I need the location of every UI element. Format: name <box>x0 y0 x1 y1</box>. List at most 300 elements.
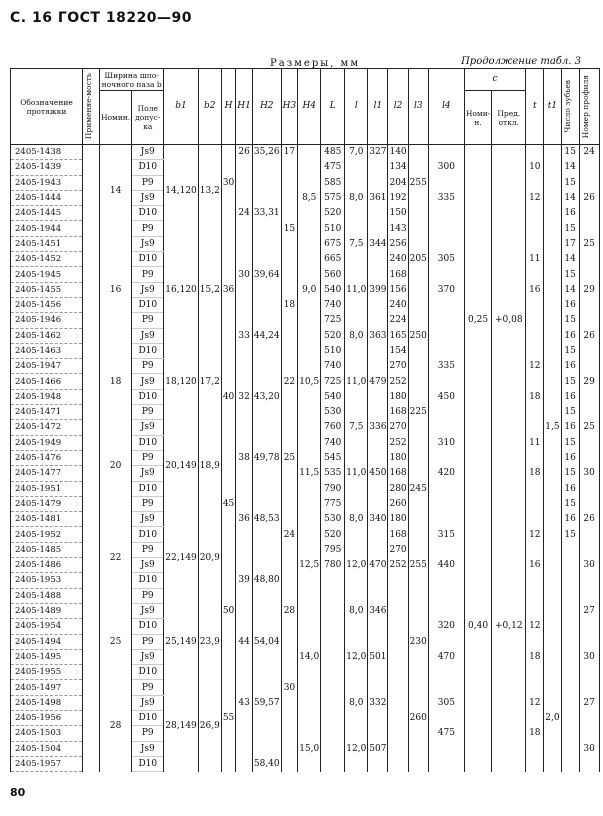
c-nom-cell <box>464 236 491 251</box>
t1-cell <box>544 756 561 771</box>
teeth-cell: 15 <box>561 405 579 420</box>
designation-cell: 2405-1953 <box>11 573 83 588</box>
c-nom-cell: 0,40 <box>464 619 491 634</box>
l4-cell: 300 <box>428 160 464 175</box>
teeth-cell: 14 <box>561 252 579 267</box>
t1-cell <box>544 634 561 649</box>
H4-cell <box>298 343 321 358</box>
L-cell <box>321 665 345 680</box>
l1-cell: 344 <box>368 236 388 251</box>
H2-cell <box>252 343 281 358</box>
t1-cell <box>544 190 561 205</box>
l3-cell: 255 <box>408 558 428 573</box>
nominal-width-cell: 22 <box>100 512 132 604</box>
H2-cell <box>252 420 281 435</box>
H4-cell <box>298 634 321 649</box>
profile-cell <box>579 634 599 649</box>
H2-cell <box>252 665 281 680</box>
L-cell <box>321 619 345 634</box>
H-cell <box>221 695 235 710</box>
designation-cell: 2405-1471 <box>11 405 83 420</box>
L-cell: 775 <box>321 496 345 511</box>
L-cell <box>321 588 345 603</box>
table-row <box>11 481 600 496</box>
L-cell: 520 <box>321 527 345 542</box>
t-cell <box>526 512 544 527</box>
b1-cell: 22,149 <box>164 512 199 604</box>
H1-cell <box>236 405 253 420</box>
application-cell <box>83 190 100 205</box>
dimensions-table <box>10 68 600 772</box>
l1-cell: 332 <box>368 695 388 710</box>
teeth-cell: 15 <box>561 527 579 542</box>
l1-cell <box>368 756 388 771</box>
H4-cell <box>298 236 321 251</box>
l3-cell <box>408 542 428 557</box>
H4-cell <box>298 481 321 496</box>
t-cell: 16 <box>526 282 544 297</box>
l2-cell <box>388 710 408 725</box>
t-cell <box>526 603 544 618</box>
profile-cell <box>579 496 599 511</box>
l-cell <box>345 665 368 680</box>
teeth-cell: 17 <box>561 236 579 251</box>
l-cell: 11,0 <box>345 282 368 297</box>
t1-cell <box>544 680 561 695</box>
l1-cell <box>368 160 388 175</box>
H4-cell: 11,5 <box>298 466 321 481</box>
H3-cell <box>281 756 298 771</box>
l-cell <box>345 252 368 267</box>
H3-cell <box>281 481 298 496</box>
l1-cell <box>368 680 388 695</box>
col-H3: H3 <box>281 69 298 145</box>
H3-cell <box>281 695 298 710</box>
application-cell <box>83 236 100 251</box>
H3-cell <box>281 726 298 741</box>
b1-cell: 18,120 <box>164 343 199 419</box>
H4-cell: 9,0 <box>298 282 321 297</box>
l4-cell <box>428 405 464 420</box>
H3-cell <box>281 160 298 175</box>
H2-cell <box>252 741 281 756</box>
c-tol-cell <box>492 603 526 618</box>
H1-cell: 39 <box>236 573 253 588</box>
t-cell <box>526 588 544 603</box>
tolerance-cell: Js9 <box>132 603 164 618</box>
l2-cell <box>388 726 408 741</box>
H3-cell <box>281 665 298 680</box>
profile-cell <box>579 405 599 420</box>
tolerance-cell: D10 <box>132 160 164 175</box>
H3-cell: 30 <box>281 680 298 695</box>
profile-cell <box>579 665 599 680</box>
H-cell <box>221 145 235 160</box>
tolerance-cell: D10 <box>132 297 164 312</box>
H1-cell: 38 <box>236 450 253 465</box>
l3-cell <box>408 359 428 374</box>
l-cell <box>345 206 368 221</box>
teeth-cell <box>561 756 579 771</box>
table-row <box>11 649 600 664</box>
H3-cell <box>281 343 298 358</box>
l1-cell <box>368 588 388 603</box>
l3-cell: 225 <box>408 405 428 420</box>
tolerance-cell: D10 <box>132 619 164 634</box>
L-cell: 795 <box>321 542 345 557</box>
b2-cell: 26,9 <box>198 680 221 772</box>
l4-cell: 320 <box>428 619 464 634</box>
l4-cell <box>428 512 464 527</box>
c-nom-cell <box>464 665 491 680</box>
page-number: 80 <box>10 786 26 799</box>
profile-cell: 30 <box>579 649 599 664</box>
l2-cell: 270 <box>388 542 408 557</box>
t-cell: 18 <box>526 466 544 481</box>
t-cell: 12 <box>526 359 544 374</box>
H3-cell <box>281 405 298 420</box>
l2-cell: 192 <box>388 190 408 205</box>
b1-cell: 25,149 <box>164 603 199 679</box>
H3-cell <box>281 741 298 756</box>
H4-cell <box>298 405 321 420</box>
t1-cell: 1,5 <box>544 420 561 435</box>
l2-cell: 134 <box>388 160 408 175</box>
l4-cell <box>428 741 464 756</box>
col-l2: l2 <box>388 69 408 145</box>
l2-cell: 156 <box>388 282 408 297</box>
l1-cell: 336 <box>368 420 388 435</box>
application-cell <box>83 252 100 267</box>
t1-cell <box>544 359 561 374</box>
profile-cell: 29 <box>579 282 599 297</box>
profile-cell: 27 <box>579 695 599 710</box>
application-cell <box>83 359 100 374</box>
H1-cell <box>236 558 253 573</box>
H3-cell <box>281 435 298 450</box>
L-cell: 790 <box>321 481 345 496</box>
c-nom-cell <box>464 496 491 511</box>
c-tol-cell <box>492 726 526 741</box>
H3-cell <box>281 267 298 282</box>
c-tol-cell <box>492 252 526 267</box>
H-cell <box>221 267 235 282</box>
tolerance-cell: P9 <box>132 175 164 190</box>
H1-cell: 26 <box>236 145 253 160</box>
H4-cell <box>298 496 321 511</box>
H2-cell <box>252 588 281 603</box>
l1-cell: 501 <box>368 649 388 664</box>
profile-cell: 26 <box>579 512 599 527</box>
application-cell <box>83 282 100 297</box>
application-cell <box>83 756 100 771</box>
c-nom-cell <box>464 359 491 374</box>
b2-cell: 18,9 <box>198 420 221 512</box>
L-cell <box>321 680 345 695</box>
t-cell <box>526 313 544 328</box>
H1-cell <box>236 435 253 450</box>
tolerance-cell: P9 <box>132 588 164 603</box>
l1-cell <box>368 634 388 649</box>
application-cell <box>83 466 100 481</box>
l2-cell <box>388 756 408 771</box>
t-cell <box>526 756 544 771</box>
b2-cell: 20,9 <box>198 512 221 604</box>
tolerance-cell: D10 <box>132 756 164 771</box>
l-cell: 7,0 <box>345 145 368 160</box>
l3-cell <box>408 741 428 756</box>
H4-cell <box>298 297 321 312</box>
H3-cell <box>281 558 298 573</box>
L-cell: 520 <box>321 206 345 221</box>
l4-cell <box>428 374 464 389</box>
H1-cell: 30 <box>236 267 253 282</box>
col-H4: H4 <box>298 69 321 145</box>
teeth-cell: 16 <box>561 389 579 404</box>
l2-cell: 168 <box>388 267 408 282</box>
t-cell <box>526 175 544 190</box>
t1-cell <box>544 389 561 404</box>
teeth-cell: 15 <box>561 496 579 511</box>
table-row <box>11 359 600 374</box>
L-cell <box>321 573 345 588</box>
t1-cell <box>544 695 561 710</box>
teeth-cell <box>561 558 579 573</box>
c-nom-cell <box>464 710 491 725</box>
teeth-cell <box>561 634 579 649</box>
H1-cell <box>236 710 253 725</box>
H1-cell <box>236 374 253 389</box>
designation-cell: 2405-1451 <box>11 236 83 251</box>
l3-cell <box>408 665 428 680</box>
l2-cell: 280 <box>388 481 408 496</box>
teeth-cell <box>561 603 579 618</box>
t1-cell <box>544 267 561 282</box>
tolerance-cell: Js9 <box>132 374 164 389</box>
l4-cell <box>428 343 464 358</box>
tolerance-cell: Js9 <box>132 282 164 297</box>
col-l1: l1 <box>368 69 388 145</box>
l-cell <box>345 297 368 312</box>
H1-cell <box>236 160 253 175</box>
l4-cell <box>428 665 464 680</box>
l4-cell: 315 <box>428 527 464 542</box>
designation-cell: 2405-1445 <box>11 206 83 221</box>
l-cell: 12,0 <box>345 558 368 573</box>
teeth-cell <box>561 665 579 680</box>
H-cell: 36 <box>221 282 235 297</box>
H-cell <box>221 726 235 741</box>
H2-cell: 54,04 <box>252 634 281 649</box>
l1-cell: 507 <box>368 741 388 756</box>
l4-cell: 370 <box>428 282 464 297</box>
tolerance-cell: P9 <box>132 405 164 420</box>
H1-cell: 32 <box>236 389 253 404</box>
H2-cell <box>252 252 281 267</box>
t-cell <box>526 665 544 680</box>
H2-cell <box>252 313 281 328</box>
L-cell: 475 <box>321 160 345 175</box>
t1-cell <box>544 603 561 618</box>
c-nom-cell <box>464 328 491 343</box>
l3-cell <box>408 160 428 175</box>
c-nom-cell <box>464 481 491 496</box>
H3-cell <box>281 496 298 511</box>
H2-cell <box>252 527 281 542</box>
c-nom-cell <box>464 221 491 236</box>
c-tol-cell <box>492 527 526 542</box>
l2-cell: 180 <box>388 389 408 404</box>
profile-cell: 26 <box>579 190 599 205</box>
c-tol-cell <box>492 588 526 603</box>
c-tol-cell <box>492 466 526 481</box>
l-cell: 12,0 <box>345 741 368 756</box>
l-cell <box>345 267 368 282</box>
l4-cell <box>428 542 464 557</box>
l3-cell <box>408 374 428 389</box>
l4-cell: 420 <box>428 466 464 481</box>
H3-cell <box>281 542 298 557</box>
L-cell <box>321 634 345 649</box>
H1-cell <box>236 680 253 695</box>
table-row <box>11 588 600 603</box>
profile-cell <box>579 435 599 450</box>
l-cell: 8,0 <box>345 603 368 618</box>
l1-cell <box>368 359 388 374</box>
t-cell: 18 <box>526 726 544 741</box>
l2-cell: 154 <box>388 343 408 358</box>
table-row <box>11 435 600 450</box>
table-row <box>11 542 600 557</box>
l4-cell <box>428 710 464 725</box>
H-cell <box>221 542 235 557</box>
profile-cell <box>579 588 599 603</box>
H1-cell <box>236 527 253 542</box>
l-cell: 7,5 <box>345 236 368 251</box>
l3-cell <box>408 297 428 312</box>
table-row <box>11 634 600 649</box>
profile-cell: 26 <box>579 328 599 343</box>
t1-cell <box>544 665 561 680</box>
H3-cell <box>281 649 298 664</box>
L-cell: 510 <box>321 343 345 358</box>
l1-cell <box>368 665 388 680</box>
L-cell: 740 <box>321 297 345 312</box>
c-tol-cell <box>492 297 526 312</box>
l4-cell: 335 <box>428 190 464 205</box>
H2-cell <box>252 160 281 175</box>
designation-cell: 2405-1485 <box>11 542 83 557</box>
teeth-cell <box>561 726 579 741</box>
tolerance-cell: D10 <box>132 573 164 588</box>
H4-cell <box>298 726 321 741</box>
designation-cell: 2405-1946 <box>11 313 83 328</box>
l4-cell <box>428 450 464 465</box>
table-row <box>11 726 600 741</box>
application-cell <box>83 481 100 496</box>
l2-cell: 260 <box>388 496 408 511</box>
c-nom-cell <box>464 573 491 588</box>
l3-cell <box>408 603 428 618</box>
teeth-cell: 16 <box>561 512 579 527</box>
tolerance-cell: P9 <box>132 496 164 511</box>
l3-cell <box>408 435 428 450</box>
L-cell: 540 <box>321 282 345 297</box>
H3-cell <box>281 359 298 374</box>
l1-cell <box>368 619 388 634</box>
t-cell <box>526 634 544 649</box>
H4-cell <box>298 573 321 588</box>
H1-cell <box>236 726 253 741</box>
t-cell <box>526 405 544 420</box>
l3-cell: 255 <box>408 175 428 190</box>
l1-cell <box>368 297 388 312</box>
H-cell <box>221 558 235 573</box>
H2-cell: 58,40 <box>252 756 281 771</box>
t-cell: 18 <box>526 389 544 404</box>
l3-cell <box>408 282 428 297</box>
table-row <box>11 313 600 328</box>
profile-cell <box>579 221 599 236</box>
t1-cell <box>544 160 561 175</box>
application-cell <box>83 313 100 328</box>
t1-cell <box>544 343 561 358</box>
H-cell <box>221 741 235 756</box>
designation-cell: 2405-1481 <box>11 512 83 527</box>
L-cell <box>321 695 345 710</box>
l2-cell <box>388 695 408 710</box>
L-cell: 760 <box>321 420 345 435</box>
c-nom-cell <box>464 588 491 603</box>
L-cell: 535 <box>321 466 345 481</box>
H3-cell <box>281 420 298 435</box>
profile-cell: 27 <box>579 603 599 618</box>
c-nom-cell <box>464 389 491 404</box>
H3-cell: 25 <box>281 450 298 465</box>
H-cell <box>221 573 235 588</box>
c-tol-cell <box>492 359 526 374</box>
teeth-cell: 15 <box>561 145 579 160</box>
H1-cell <box>236 665 253 680</box>
teeth-cell: 16 <box>561 481 579 496</box>
H-cell <box>221 206 235 221</box>
col-application: Применяе-мость <box>83 69 100 145</box>
t-cell: 10 <box>526 160 544 175</box>
l-cell <box>345 588 368 603</box>
t-cell <box>526 236 544 251</box>
table-row <box>11 558 600 573</box>
H-cell <box>221 588 235 603</box>
c-nom-cell <box>464 282 491 297</box>
col-teeth: Число зубьев <box>561 69 579 145</box>
teeth-cell <box>561 542 579 557</box>
l3-cell <box>408 343 428 358</box>
col-tolerance-field: Поле допус-ка <box>132 91 164 145</box>
b2-cell: 15,2 <box>198 236 221 343</box>
c-nom-cell <box>464 542 491 557</box>
profile-cell: 25 <box>579 236 599 251</box>
t1-cell <box>544 206 561 221</box>
l4-cell <box>428 588 464 603</box>
application-cell <box>83 512 100 527</box>
c-tol-cell <box>492 450 526 465</box>
c-nom-cell <box>464 420 491 435</box>
H-cell <box>221 236 235 251</box>
l2-cell: 140 <box>388 145 408 160</box>
l-cell <box>345 160 368 175</box>
l1-cell: 363 <box>368 328 388 343</box>
application-cell <box>83 619 100 634</box>
